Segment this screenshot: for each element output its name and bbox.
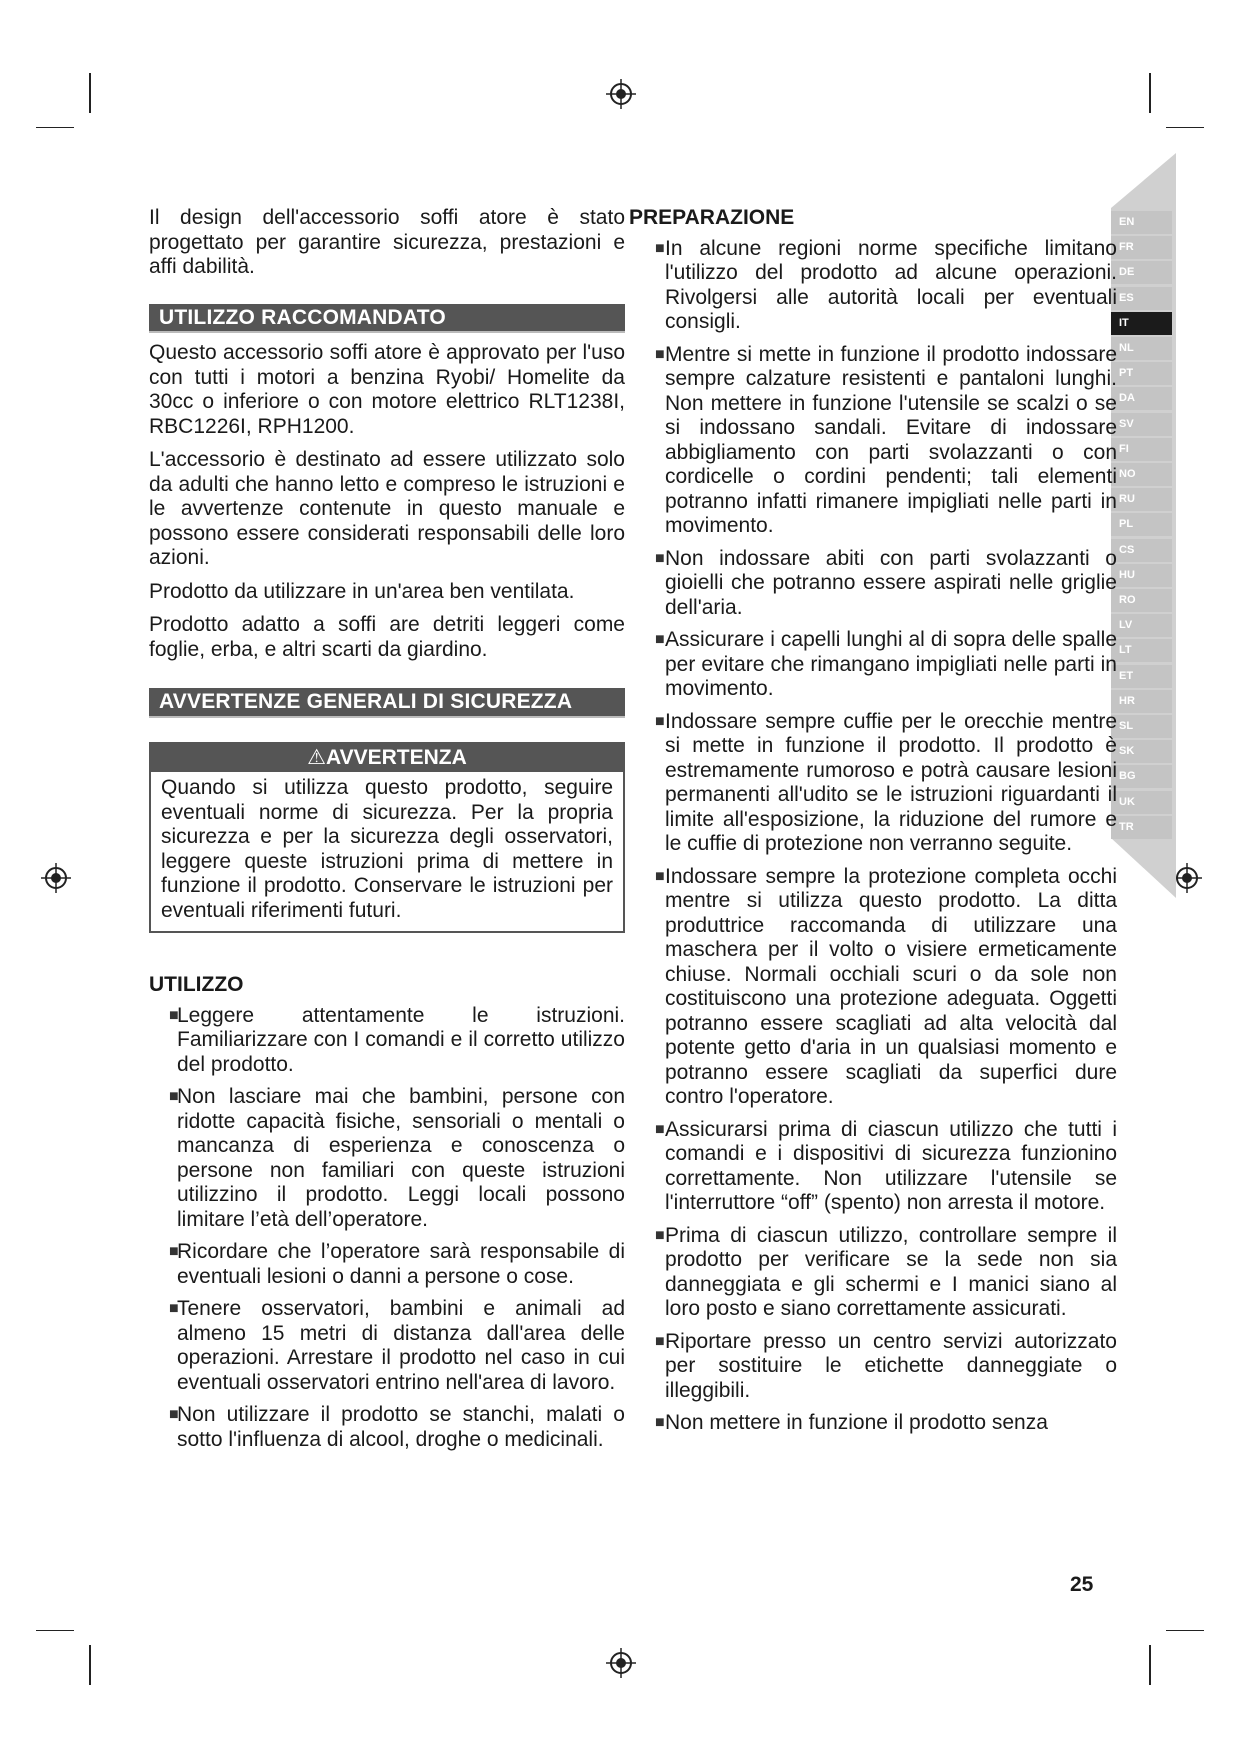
- utilizzo-list: [149, 1004, 625, 1453]
- language-tab-de[interactable]: DE: [1111, 261, 1172, 284]
- warning-icon: ⚠: [307, 745, 327, 769]
- list-item: ■ Non lasciare mai che bambini, persone con ridotte capacità fisiche, sensoriali o mentali o mancanza di esperienza e conoscenza o persone non familiari con queste istruzioni utilizzino il prodotto. Leggi locali possono limitare l’età dell’operatore.: [149, 1085, 625, 1232]
- crop-mark: [1149, 73, 1151, 113]
- language-tab-en[interactable]: EN: [1111, 211, 1172, 234]
- warning-box: [149, 742, 625, 934]
- language-tab-fi[interactable]: FI: [1111, 438, 1172, 461]
- language-tab-uk[interactable]: UK: [1111, 791, 1172, 814]
- preparazione-list: [637, 237, 1117, 1436]
- crop-mark: [1166, 127, 1204, 128]
- crop-mark: [89, 73, 91, 113]
- utilizzo-heading: UTILIZZO: [149, 973, 244, 996]
- language-tab-hu[interactable]: HU: [1111, 564, 1172, 587]
- list-item: ■ Assicurare i capelli lunghi al di sopra delle spalle per evitare che rimangano impigliati nelle parti in movimento.: [637, 628, 1117, 702]
- language-tab-hr[interactable]: HR: [1111, 690, 1172, 713]
- crop-mark: [1149, 1645, 1151, 1685]
- page-number: 25: [1070, 1573, 1094, 1596]
- language-tab-pt[interactable]: PT: [1111, 362, 1172, 385]
- registration-mark-icon: [1172, 863, 1202, 893]
- recommended-paragraph: Questo accessorio soffi atore è approvato per l'uso con tutti i motori a benzina Ryobi/ Homelite da 30cc o inferiore o con motore elettrico RLT1238I, RBC1226I, RPH1200.: [149, 341, 625, 438]
- crop-mark: [1166, 1630, 1204, 1631]
- registration-mark-icon: [606, 1648, 636, 1678]
- list-item: ■ Mentre si mette in funzione il prodotto indossare sempre calzature resistenti e pantaloni lunghi. Non mettere in funzione l'utensile se scalzi o se si indossano sandali. Evitare di indossare abbigliamento con parti svolazzanti o con cordicelle o cordini pendenti; tali elementi potranno infatti rimanere impigliati nelle parti in movimento.: [637, 343, 1117, 539]
- registration-mark-icon: [606, 79, 636, 109]
- recommended-paragraph: Prodotto adatto a soffi are detriti leggeri come foglie, erba, e altri scarti da giardino.: [149, 613, 625, 661]
- language-tab-it[interactable]: IT: [1111, 312, 1172, 335]
- right-column: [629, 206, 1117, 1444]
- recommended-heading: UTILIZZO RACCOMANDATO: [149, 304, 625, 334]
- list-item: ■ Non utilizzare il prodotto se stanchi, malati o sotto l'influenza di alcool, droghe o medicinali.: [149, 1403, 625, 1452]
- language-tab-sl[interactable]: SL: [1111, 715, 1172, 738]
- language-tab-ro[interactable]: RO: [1111, 589, 1172, 612]
- language-tab-et[interactable]: ET: [1111, 665, 1172, 688]
- crop-mark: [36, 1630, 74, 1631]
- list-item: ■ Prima di ciascun utilizzo, controllare sempre il prodotto per verificare se la sede non sia danneggiata e gli schermi e I manici siano al loro posto e siano correttamente assicurati.: [637, 1224, 1117, 1322]
- list-item: ■ Ricordare che l’operatore sarà responsabile di eventuali lesioni o danni a persone o cose.: [149, 1240, 625, 1289]
- language-tab-lv[interactable]: LV: [1111, 614, 1172, 637]
- intro-text: Il design dell'accessorio soffi atore è stato progettato per garantire sicurezza, prestazioni e affi dabilità.: [149, 206, 625, 278]
- language-tab-es[interactable]: ES: [1111, 287, 1172, 310]
- language-tab-ru[interactable]: RU: [1111, 488, 1172, 511]
- language-tab-sk[interactable]: SK: [1111, 740, 1172, 763]
- list-item: ■ Indossare sempre cuffie per le orecchie mentre si mette in funzione il prodotto. Il prodotto è estremamente rumoroso e potrà causare lesioni permanenti all'udito se le istruzioni riguardanti il limite all'esposizione, la riduzione del rumore e le cuffie di protezione non verranno seguite.: [637, 710, 1117, 857]
- list-item: ■ Non indossare abiti con parti svolazzanti o gioielli che potranno essere aspirati nelle griglie dell'aria.: [637, 547, 1117, 621]
- language-tab-sv[interactable]: SV: [1111, 413, 1172, 436]
- language-tabs: [1111, 153, 1176, 898]
- general-safety-heading: AVVERTENZE GENERALI DI SICUREZZA: [149, 688, 625, 718]
- recommended-paragraph: Prodotto da utilizzare in un'area ben ventilata.: [149, 579, 575, 603]
- left-column: [149, 206, 625, 1460]
- crop-mark: [89, 1645, 91, 1685]
- language-tab-cs[interactable]: CS: [1111, 539, 1172, 562]
- list-item: ■ In alcune regioni norme specifiche limitano l'utilizzo del prodotto ad alcune operazioni. Rivolgersi alle autorità locali per eventuali consigli.: [637, 237, 1117, 335]
- list-item: ■ Leggere attentamente le istruzioni. Familiarizzare con I comandi e il corretto utilizzo del prodotto.: [149, 1004, 625, 1078]
- registration-mark-icon: [41, 863, 71, 893]
- language-tab-tr[interactable]: TR: [1111, 816, 1172, 839]
- warning-text: Quando si utilizza questo prodotto, seguire eventuali norme di sicurezza. Per la propria sicurezza e per la sicurezza degli osservatori, leggere queste istruzioni prima di mettere in funzione il prodotto. Conservare le istruzioni per eventuali riferimenti futuri.: [161, 776, 613, 922]
- list-item: ■ Riportare presso un centro servizi autorizzato per sostituire le etichette danneggiate o illeggibili.: [637, 1330, 1117, 1404]
- language-tab-no[interactable]: NO: [1111, 463, 1172, 486]
- language-tab-lt[interactable]: LT: [1111, 639, 1172, 662]
- preparazione-heading: PREPARAZIONE: [629, 206, 795, 229]
- crop-mark: [36, 127, 74, 128]
- list-item: ■ Tenere osservatori, bambini e animali ad almeno 15 metri di distanza dall'area delle operazioni. Arrestare il prodotto nel caso in cui eventuali osservatori entrino nell'area di lavoro.: [149, 1297, 625, 1395]
- recommended-paragraph: L'accessorio è destinato ad essere utilizzato solo da adulti che hanno letto e compreso le istruzioni e le avvertenze contenute in questo manuale e possono essere considerati responsabili delle loro azioni.: [149, 448, 625, 569]
- list-item: ■ Assicurarsi prima di ciascun utilizzo che tutti i comandi e i dispositivi di sicurezza funzionino correttamente. Non utilizzare l'utensile se l'interruttore “off” (spento) non arresta il motore.: [637, 1118, 1117, 1216]
- list-item: ■ Non mettere in funzione il prodotto senza: [637, 1411, 1117, 1436]
- language-tab-nl[interactable]: NL: [1111, 337, 1172, 360]
- language-tab-fr[interactable]: FR: [1111, 236, 1172, 259]
- language-tab-bg[interactable]: BG: [1111, 765, 1172, 788]
- list-item: ■ Indossare sempre la protezione completa occhi mentre si utilizza questo prodotto. La ditta produttrice raccomanda di utilizzare una maschera per il volto o visiere ermeticamente chiuse. Normali occhiali scuri o da sole non costituiscono una protezione adeguata. Oggetti potranno essere scagliati ad alta velocità dal potente getto d'aria in un qualsiasi momento e potranno essere scagliati da superfici dure contro l'operatore.: [637, 865, 1117, 1110]
- language-tab-pl[interactable]: PL: [1111, 513, 1172, 536]
- language-tab-da[interactable]: DA: [1111, 387, 1172, 410]
- warning-title: ⚠AVVERTENZA: [151, 744, 623, 773]
